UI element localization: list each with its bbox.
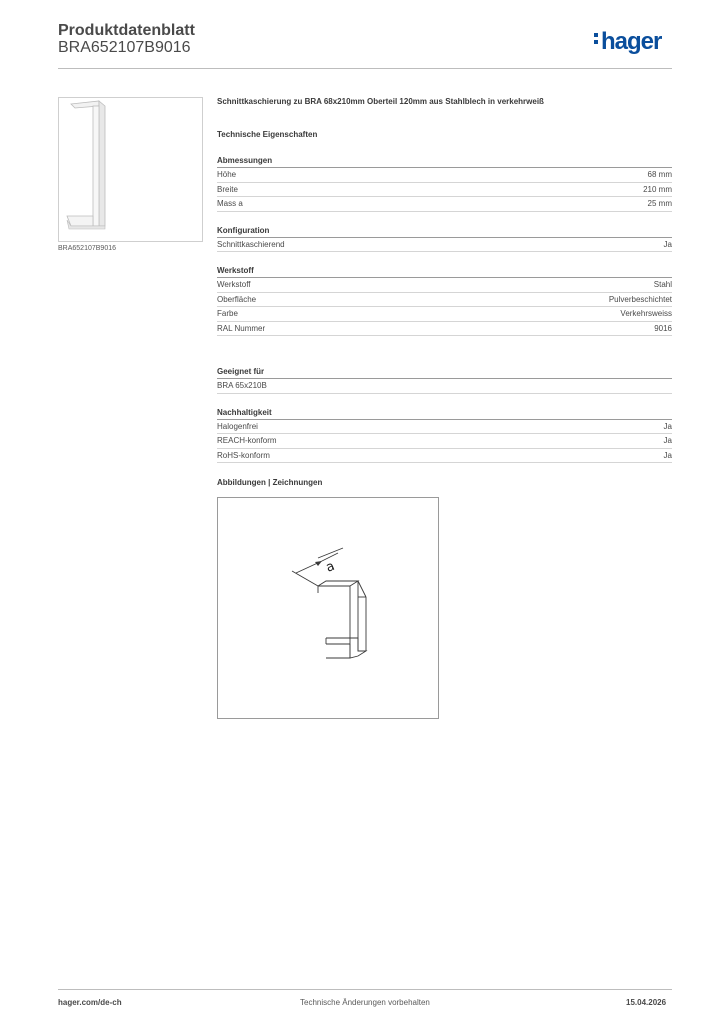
dimension-drawing-icon [218, 498, 438, 718]
property-label: Mass a [217, 199, 243, 208]
property-label: Höhe [217, 170, 237, 179]
footer-website-link[interactable]: hager.com/de-ch [58, 998, 122, 1007]
property-label: Breite [217, 184, 238, 194]
logo-text: hager [601, 28, 662, 55]
hager-logo [594, 28, 661, 56]
section-1 [217, 226, 672, 253]
article-number: BRA652107B9016 [58, 39, 191, 56]
property-label: Werkstoff [217, 280, 251, 289]
property-row [217, 379, 672, 394]
section-0 [217, 156, 672, 212]
section-title: Geeignet für [217, 367, 672, 379]
dimension-label: a [323, 558, 337, 576]
property-row [217, 307, 672, 322]
section-title: Konfiguration [217, 226, 672, 238]
property-row [217, 434, 672, 449]
property-row [217, 449, 672, 464]
property-row [217, 183, 672, 198]
page-title: Produktdatenblatt [58, 22, 195, 39]
property-row [217, 322, 672, 337]
property-label: BRA 65x210B [217, 381, 267, 390]
property-label: RAL Nummer [217, 323, 266, 333]
section-2 [217, 266, 672, 336]
property-row [217, 420, 672, 435]
section-4 [217, 408, 672, 464]
drawings-heading: Abbildungen | Zeichnungen [217, 478, 323, 487]
property-sections [217, 156, 672, 463]
footer-notice: Technische Änderungen vorbehalten [300, 998, 430, 1007]
property-value: Stahl [653, 280, 672, 289]
property-value: 68 mm [647, 170, 672, 179]
product-bracket-icon [59, 98, 202, 241]
section-title: Abmessungen [217, 156, 672, 168]
product-description: Schnittkaschierung zu BRA 68x210mm Oberteil 120mm aus Stahlblech in verkehrweiß [217, 97, 544, 106]
section-title: Nachhaltigkeit [217, 408, 672, 420]
property-value: Ja [663, 421, 672, 431]
property-value: Ja [663, 239, 672, 249]
property-row [217, 168, 672, 183]
property-label: Schnittkaschierend [217, 239, 285, 249]
footer-divider [58, 989, 672, 990]
product-image-caption: BRA652107B9016 [58, 245, 116, 252]
property-label: REACH-konform [217, 436, 277, 445]
footer-date: 15.04.2026 [626, 998, 667, 1007]
property-row [217, 293, 672, 308]
property-value: Ja [663, 450, 672, 460]
header-divider [58, 68, 672, 69]
property-label: RoHS-konform [217, 450, 270, 460]
section-3 [217, 367, 672, 394]
property-value: 210 mm [643, 184, 672, 194]
property-row [217, 278, 672, 293]
property-row [217, 197, 672, 212]
product-image [58, 97, 203, 242]
property-label: Farbe [217, 309, 238, 318]
product-details [217, 97, 672, 463]
property-row [217, 238, 672, 253]
property-label: Halogenfrei [217, 421, 258, 431]
property-label: Oberfläche [217, 294, 257, 304]
property-value: 25 mm [647, 199, 672, 208]
logo-colon-icon [594, 30, 599, 47]
technical-drawing [217, 497, 439, 719]
property-value: 9016 [654, 323, 672, 333]
property-value: Verkehrsweiss [620, 309, 672, 318]
tech-properties-heading: Technische Eigenschaften [217, 130, 318, 139]
property-value: Ja [663, 436, 672, 445]
property-value: Pulverbeschichtet [608, 294, 672, 304]
section-title: Werkstoff [217, 266, 672, 278]
